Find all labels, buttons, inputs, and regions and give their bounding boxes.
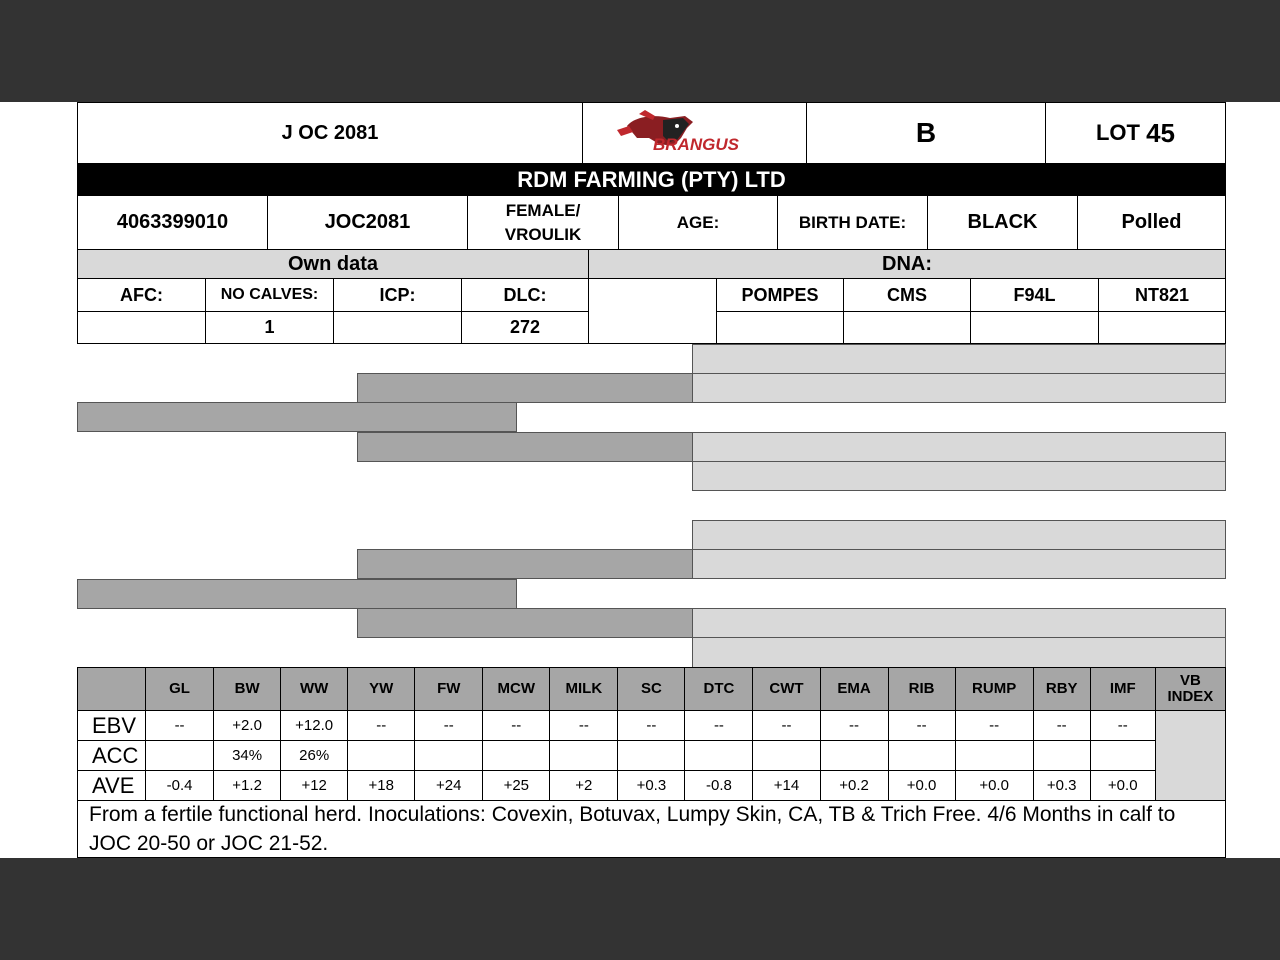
owner-bar (77, 163, 1226, 196)
ebv-cell: -- (955, 711, 1033, 741)
pedigree-bar-ds (357, 549, 693, 579)
horn-status: Polled (1121, 211, 1182, 233)
ebv-row-ave (78, 771, 1226, 801)
ebv-cell (820, 741, 888, 771)
ebv-cell: +12 (281, 771, 348, 801)
age-label: AGE: (676, 212, 720, 232)
animal-id-cell (77, 102, 583, 164)
pedigree-bar-ss (357, 373, 693, 403)
ebv-cell: -- (146, 711, 214, 741)
own-data-header-afc: AFC: (77, 278, 206, 312)
tag: JOC2081 (324, 211, 411, 233)
ebv-cell (618, 741, 685, 771)
ebv-header: WW (281, 668, 348, 711)
birth-date-cell (777, 195, 928, 250)
own-data-value-icp (333, 311, 462, 344)
ebv-row-ebv (78, 711, 1226, 741)
ebv-row-label: ACC (78, 741, 146, 771)
ebv-cell: +0.3 (1033, 771, 1090, 801)
ebv-cell: +1.2 (214, 771, 281, 801)
pedigree-bar-dds (692, 608, 1226, 638)
ebv-row-label: EBV (78, 711, 146, 741)
horn-status-cell (1077, 195, 1226, 250)
ebv-cell (1033, 741, 1090, 771)
ebv-cell: -0.4 (146, 771, 214, 801)
grade: B (915, 117, 937, 148)
tag-cell (267, 195, 468, 250)
ebv-header-row (78, 668, 1226, 711)
pedigree-bar-ssd (692, 373, 1226, 403)
ebv-cell: +0.0 (955, 771, 1033, 801)
ebv-cell: -- (550, 711, 618, 741)
ebv-row-label: AVE (78, 771, 146, 801)
own-data-header-dlc: DLC: (461, 278, 589, 312)
sale-card (0, 102, 1280, 858)
breed-logo-cell (582, 102, 807, 164)
brangus-wordmark: BRANGUS (652, 135, 739, 154)
ebv-header: YW (348, 668, 415, 711)
age-cell (618, 195, 778, 250)
ebv-cell: -- (415, 711, 483, 741)
ebv-cell: +0.0 (888, 771, 955, 801)
own-data-header-calves: NO CALVES: (205, 278, 334, 312)
dna-value-pompes (716, 311, 844, 344)
ebv-cell: -- (685, 711, 753, 741)
ebv-cell (685, 741, 753, 771)
ebv-header-corner (78, 668, 146, 711)
ebv-cell (753, 741, 820, 771)
pedigree-bar-dd (357, 608, 693, 638)
dna-value-f94l (970, 311, 1099, 344)
reg-number-cell (77, 195, 268, 250)
ebv-cell: +25 (483, 771, 550, 801)
ebv-cell: +24 (415, 771, 483, 801)
dna-value-cms (843, 311, 971, 344)
ebv-header: MCW (483, 668, 550, 711)
ebv-cell: -- (888, 711, 955, 741)
ebv-header: MILK (550, 668, 618, 711)
ebv-cell: +2.0 (214, 711, 281, 741)
birth-date-label: BIRTH DATE: (798, 212, 907, 232)
dna-title-cell (588, 249, 1226, 279)
ebv-header: DTC (685, 668, 753, 711)
ebv-header: EMA (820, 668, 888, 711)
sex: FEMALE/ VROULIK (504, 200, 582, 244)
ebv-cell: +12.0 (281, 711, 348, 741)
dna-header-pompes: POMPES (716, 278, 844, 312)
ebv-cell: -- (483, 711, 550, 741)
ebv-cell (415, 741, 483, 771)
owner-name: RDM FARMING (PTY) LTD (517, 166, 786, 192)
ebv-cell (483, 741, 550, 771)
ebv-cell: +0.2 (820, 771, 888, 801)
sex-cell (467, 195, 619, 250)
lot-number: 45 (1146, 117, 1176, 148)
lot-comment: From a fertile functional herd. Inoculations: Covexin, Botuvax, Lumpy Skin, CA, TB & Trich Free. 4/6 Months in calf to JOC 20-50 or JOC 21-52. (77, 800, 1226, 858)
brangus-logo (615, 108, 775, 158)
ebv-cell: -0.8 (685, 771, 753, 801)
own-data-title-cell (77, 249, 589, 279)
own-data-value-dlc: 272 (461, 311, 589, 344)
own-data-value-calves: 1 (205, 311, 334, 344)
ebv-cell: -- (348, 711, 415, 741)
ebv-cell: -- (820, 711, 888, 741)
ebv-header: SC (618, 668, 685, 711)
ebv-cell (550, 741, 618, 771)
ebv-cell: -- (618, 711, 685, 741)
ebv-header: RBY (1033, 668, 1090, 711)
ebv-cell: +0.0 (1090, 771, 1155, 801)
ebv-cell: -- (753, 711, 820, 741)
ebv-cell: +18 (348, 771, 415, 801)
own-data-header-icp: ICP: (333, 278, 462, 312)
pedigree-bar-dss (692, 520, 1226, 550)
dna-blank-cell (588, 278, 717, 344)
pedigree-bar-sd (357, 432, 693, 462)
dna-header-f94l: F94L (970, 278, 1099, 312)
ebv-header: CWT (753, 668, 820, 711)
vb-index-value (1155, 711, 1225, 801)
ebv-header: RIB (888, 668, 955, 711)
ebv-cell: -- (1033, 711, 1090, 741)
pedigree-bar-sdd (692, 461, 1226, 491)
pedigree-bar-sds (692, 432, 1226, 462)
reg-number: 4063399010 (116, 211, 229, 233)
ebv-cell: -- (1090, 711, 1155, 741)
ebv-cell (888, 741, 955, 771)
lot-cell (1045, 102, 1226, 164)
ebv-cell: 26% (281, 741, 348, 771)
ebv-cell: +0.3 (618, 771, 685, 801)
pedigree-bar-sire (77, 402, 517, 432)
own-data-title: Own data (287, 252, 378, 275)
ebv-header: RUMP (955, 668, 1033, 711)
dna-title: DNA: (882, 252, 932, 275)
ebv-table (77, 667, 1226, 801)
animal-id: J OC 2081 (281, 121, 379, 144)
dna-header-nt821: NT821 (1098, 278, 1226, 312)
lot-label: LOT (1095, 120, 1140, 145)
ebv-cell (1090, 741, 1155, 771)
pedigree-bar-ddd (692, 637, 1226, 668)
ebv-cell (348, 741, 415, 771)
color-cell (927, 195, 1078, 250)
pedigree-bar-dam (77, 579, 517, 609)
pedigree-bar-sss (692, 344, 1226, 374)
ebv-header: FW (415, 668, 483, 711)
ebv-row-acc (78, 741, 1226, 771)
color: BLACK (967, 211, 1038, 233)
own-data-value-afc (77, 311, 206, 344)
ebv-header: BW (214, 668, 281, 711)
ebv-cell: +14 (753, 771, 820, 801)
ebv-cell (146, 741, 214, 771)
ebv-header: IMF (1090, 668, 1155, 711)
ebv-header-vb-index: VB INDEX (1155, 668, 1225, 711)
grade-cell (806, 102, 1046, 164)
dna-header-cms: CMS (843, 278, 971, 312)
ebv-cell: 34% (214, 741, 281, 771)
dna-value-nt821 (1098, 311, 1226, 344)
ebv-cell: +2 (550, 771, 618, 801)
ebv-cell (955, 741, 1033, 771)
pedigree-bar-dsd (692, 549, 1226, 579)
ebv-header: GL (146, 668, 214, 711)
